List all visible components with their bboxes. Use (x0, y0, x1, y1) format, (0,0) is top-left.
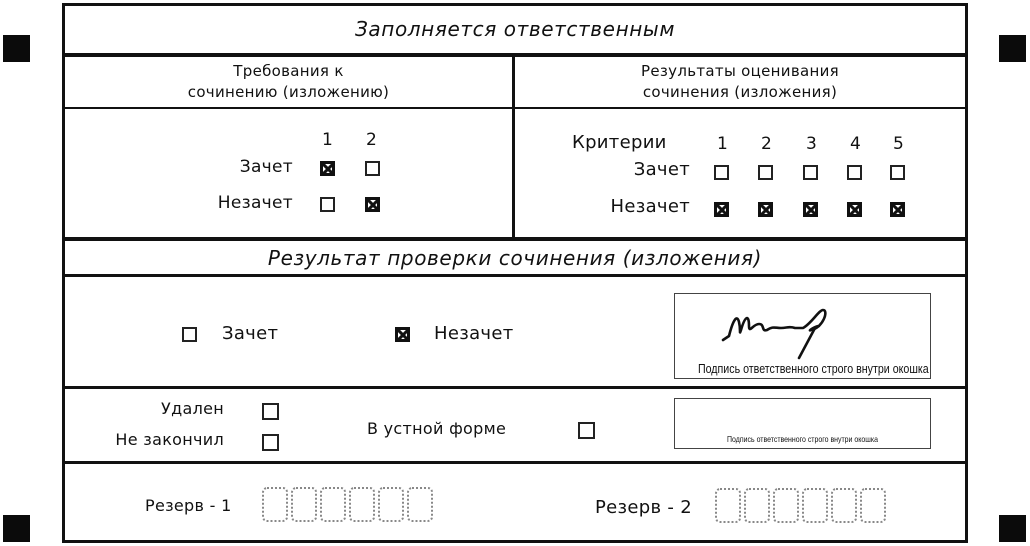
criteria-col-4: 4 (850, 134, 862, 154)
not-finished-checkbox[interactable] (262, 434, 279, 451)
signature-box-result[interactable] (674, 293, 931, 379)
evaluation-pass-3-checkbox[interactable] (803, 165, 818, 180)
evaluation-title (515, 61, 965, 103)
result-fail-label: Незачет (434, 323, 514, 344)
criteria-label: Критерии (572, 132, 667, 153)
reserve-2-cell[interactable] (744, 488, 770, 523)
reserve-2-cell[interactable] (773, 488, 799, 523)
not-finished-label: Не закончил (115, 430, 224, 449)
evaluation-pass-5-checkbox[interactable] (890, 165, 905, 180)
divider (65, 237, 965, 241)
oral-form-checkbox[interactable] (578, 422, 595, 439)
requirements-fail-1-checkbox[interactable] (320, 197, 335, 212)
removed-checkbox[interactable] (262, 403, 279, 420)
divider (65, 107, 965, 109)
evaluation-row-pass-label: Зачет (633, 159, 690, 180)
requirements-title-line2: сочинению (изложению) (187, 83, 390, 101)
form-title: Заполняется ответственным (354, 17, 676, 41)
evaluation-pass-2-checkbox[interactable] (758, 165, 773, 180)
requirements-title-line1: Требования к (233, 62, 344, 80)
grading-form (62, 3, 968, 543)
signature-scribble-icon (715, 300, 865, 360)
result-pass-label: Зачет (222, 323, 279, 344)
criteria-col-5: 5 (893, 134, 905, 154)
requirements-row-fail-label: Незачет (217, 193, 293, 213)
result-fail-checkbox[interactable] (395, 327, 410, 342)
signature-box-status[interactable] (674, 398, 931, 449)
requirements-fail-2-checkbox[interactable] (365, 197, 380, 212)
criteria-col-2: 2 (761, 134, 773, 154)
evaluation-title-line2: сочинения (изложения) (642, 83, 838, 101)
evaluation-pass-4-checkbox[interactable] (847, 165, 862, 180)
reserve-1-cell[interactable] (378, 487, 404, 522)
divider (65, 386, 965, 389)
reserve-2-cell[interactable] (860, 488, 886, 523)
signature-caption: Подпись ответственного строго внутри окошка (727, 434, 878, 444)
criteria-col-1: 1 (717, 134, 729, 154)
evaluation-fail-5-checkbox[interactable] (890, 202, 905, 217)
evaluation-title-line1: Результаты оценивания (641, 62, 839, 80)
oral-form-label: В устной форме (367, 419, 507, 438)
reserve-1-cell[interactable] (291, 487, 317, 522)
evaluation-pass-1-checkbox[interactable] (714, 165, 729, 180)
reserve-2-label: Резерв - 2 (595, 497, 692, 518)
reserve-2-cell[interactable] (831, 488, 857, 523)
alignment-marker-bottom-left (3, 515, 30, 542)
reserve-2-cell[interactable] (802, 488, 828, 523)
alignment-marker-bottom-right (999, 515, 1026, 542)
evaluation-fail-3-checkbox[interactable] (803, 202, 818, 217)
signature-caption: Подпись ответственного строго внутри окошка (697, 361, 929, 376)
reserve-1-cell[interactable] (320, 487, 346, 522)
requirements-title (65, 61, 512, 103)
divider (65, 53, 965, 57)
reserve-1-cell[interactable] (407, 487, 433, 522)
reserve-2-cell[interactable] (715, 488, 741, 523)
result-title: Результат проверки сочинения (изложения) (267, 246, 763, 270)
requirements-col-1: 1 (322, 130, 334, 150)
evaluation-fail-1-checkbox[interactable] (714, 202, 729, 217)
reserve-1-cell[interactable] (349, 487, 375, 522)
removed-label: Удален (161, 399, 224, 418)
divider (65, 274, 965, 277)
divider (65, 461, 965, 464)
evaluation-fail-2-checkbox[interactable] (758, 202, 773, 217)
alignment-marker-top-right (999, 35, 1026, 62)
requirements-pass-2-checkbox[interactable] (365, 161, 380, 176)
evaluation-row-fail-label: Незачет (610, 196, 690, 217)
result-pass-checkbox[interactable] (182, 327, 197, 342)
requirements-col-2: 2 (366, 130, 378, 150)
alignment-marker-top-left (3, 35, 30, 62)
requirements-pass-1-checkbox[interactable] (320, 161, 335, 176)
evaluation-fail-4-checkbox[interactable] (847, 202, 862, 217)
criteria-col-3: 3 (806, 134, 818, 154)
reserve-1-cell[interactable] (262, 487, 288, 522)
reserve-1-label: Резерв - 1 (145, 496, 232, 515)
requirements-row-pass-label: Зачет (239, 157, 293, 177)
